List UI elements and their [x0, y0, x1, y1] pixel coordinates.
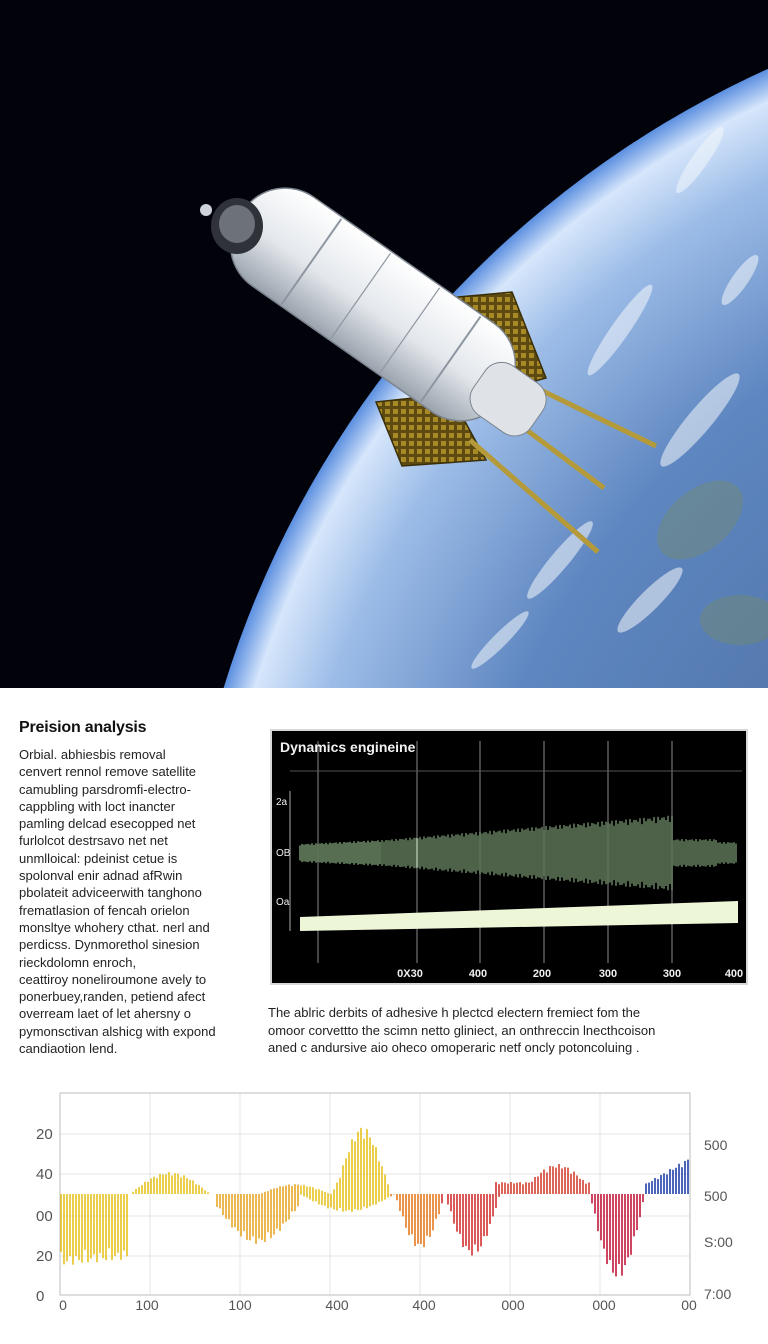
- y-left-label: 00: [36, 1208, 53, 1225]
- caption-line: The ablric derbits of adhesive h plectcd electern fremiect fom the: [268, 1005, 641, 1020]
- body-line: overream laet of let ahersny o: [19, 1006, 191, 1022]
- body-line: Orbial. abhiesbis removal: [19, 747, 166, 762]
- dynamics-title: Dynamics engineine: [280, 739, 416, 755]
- body-line: furlolcot destrsavo net net: [19, 833, 168, 849]
- y-right-label: 500: [704, 1137, 728, 1153]
- dynamics-panel: [270, 729, 748, 985]
- y-left-label: 20: [36, 1126, 53, 1143]
- figure-caption: [268, 1004, 748, 1057]
- y-tick-label: Oa: [276, 897, 290, 908]
- body-line: ponerbuey,randen, petiend afect: [19, 989, 206, 1005]
- x-tick-label: 400: [724, 968, 744, 980]
- x-label: 0: [59, 1297, 67, 1313]
- x-label: 100: [135, 1297, 159, 1313]
- section-title: Preision analysis: [19, 719, 147, 736]
- y-right-label: 7:00: [704, 1286, 732, 1302]
- y-left-label: 0: [36, 1288, 45, 1305]
- body-line: camubling parsdromfi-electro-: [19, 781, 191, 797]
- y-left-label: 20: [36, 1248, 53, 1265]
- body-line: pamling delcad esecopped net: [19, 816, 196, 832]
- body-line: frematlasion of fencah orielon: [19, 902, 190, 918]
- x-tick-label: 300: [662, 968, 682, 980]
- x-label: 00: [681, 1297, 697, 1313]
- x-tick-label: 400: [468, 968, 488, 980]
- body-line: ceattiroy noneliroumone avely to: [19, 971, 207, 987]
- body-line: pbolateit adviceerwith tanghono: [19, 885, 202, 901]
- y-right-label: 500: [704, 1188, 728, 1204]
- body-line: spolonval enir adnad afRwin: [19, 868, 183, 884]
- body-line: unmlloical: pdeinist cetue is: [19, 850, 178, 866]
- body-line: cenvert rennol remove satellite: [19, 764, 197, 780]
- caption-line: omoor corvettto the scimn netto gliniect, an onthreccin lnecthcoison: [268, 1022, 656, 1038]
- x-label: 400: [325, 1297, 349, 1313]
- caption-line: aned c andursive aio oheco omoperaric netf oncly potoncoluing .: [268, 1040, 640, 1055]
- body-line: rieckdolomn enroch,: [19, 954, 137, 970]
- y-tick-label: 2a: [276, 797, 288, 808]
- dynamics-chart: [272, 731, 746, 983]
- y-left-label: 40: [36, 1166, 53, 1183]
- y-tick-label: OB: [276, 848, 291, 859]
- body-line: candiaotion lend.: [19, 1041, 118, 1057]
- x-tick-label: 300: [598, 968, 618, 980]
- x-label: 000: [501, 1297, 525, 1313]
- x-label: 000: [592, 1297, 616, 1313]
- body-line: monsltye whohery cthat. nerl and: [19, 919, 210, 935]
- body-line: cappbling with loct inancter: [19, 798, 176, 814]
- x-label: 100: [228, 1297, 252, 1313]
- body-paragraph: [19, 746, 244, 1057]
- x-label: 400: [412, 1297, 436, 1313]
- wave-chart: [0, 1085, 768, 1315]
- x-tick-label: 200: [532, 968, 552, 980]
- x-tick-label: 0X30: [397, 968, 423, 980]
- body-line: pymonsctivan alshicg with expond: [19, 1023, 216, 1039]
- y-right-label: S:00: [704, 1234, 733, 1250]
- body-line: perdicss. Dynmorethol sinesion: [19, 937, 200, 953]
